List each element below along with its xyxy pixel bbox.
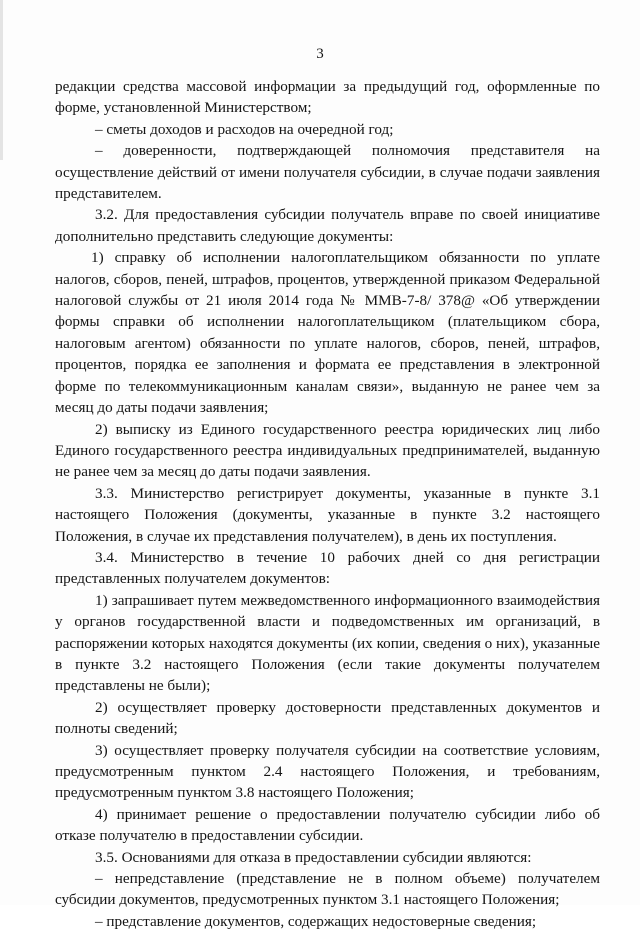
paragraph-estimates: – сметы доходов и расходов на очередной год; bbox=[95, 120, 394, 138]
paragraph-3-3: 3.3. Министерство регистрирует документы, указанные в пункте 3.1 настоящего Положения (документы, указанные в пункте 3.2 настоящего Положения, в случае их представления получателем), в день их поступления. bbox=[55, 484, 600, 545]
paragraph-3-5-item-2: – представление документов, содержащих недостоверные сведения; bbox=[95, 912, 537, 930]
paragraph-3-4-item-1: 1) запрашивает путем межведомственного информационного взаимодействия у органов государственной власти и подведомственных им организаций, в распоряжении которых находятся документы (их копии, сведения о них), указанные в пункте 3.2 настоящего Положения (если такие документы получателем представлены не были); bbox=[55, 591, 600, 695]
paragraph-3-4-item-2: 2) осуществляет проверку достоверности представленных документов и полноты сведений; bbox=[55, 698, 600, 738]
paragraph-power-of-attorney: – доверенности, подтверждающей полномочия представителя на осуществление действий от имени получателя субсидии, в случае подачи заявления представителем. bbox=[55, 142, 600, 203]
paragraph-3-5: 3.5. Основаниями для отказа в предоставлении субсидии являются: bbox=[95, 848, 532, 866]
paragraph-3-4: 3.4. Министерство в течение 10 рабочих дней со дня регистрации представленных получателем документов: bbox=[55, 548, 600, 588]
paragraph-3-2-item-2: 2) выписку из Единого государственного реестра юридических лиц либо Единого государственного реестра индивидуальных предпринимателей, выданную не ранее чем за месяц до даты подачи заявления. bbox=[55, 420, 600, 481]
document-body bbox=[55, 76, 600, 932]
paragraph-3-4-item-4: 4) принимает решение о предоставлении получателю субсидии либо об отказе получателю в предоставлении субсидии. bbox=[55, 805, 600, 845]
paragraph-3-5-item-1: – непредставление (представление не в полном объеме) получателем субсидии документов, предусмотренных пунктом 3.1 настоящего Положения; bbox=[55, 870, 600, 909]
paragraph-3-2: 3.2. Для предоставления субсидии получатель вправе по своей инициативе дополнительно представить следующие документы: bbox=[55, 206, 600, 245]
paragraph-3-4-item-3: 3) осуществляет проверку получателя субсидии на соответствие условиям, предусмотренным пунктом 2.4 настоящего Положения, и требованиям, предусмотренным пунктом 3.8 настоящего Положения; bbox=[55, 741, 600, 802]
paragraph-3-2-item-1: 1) справку об исполнении налогоплательщиком обязанности по уплате налогов, сборов, пеней, штрафов, процентов, утвержденной приказом Федеральной налоговой службы от 21 июля 2014 года № ММВ-7-8/ 378@ «Об утверждении формы справки об исполнении налогоплательщиком (плательщиком сбора, налоговым агентом) обязанности по уплате налогов, сборов, пеней, штрафов, процентов, порядка ее заполнения и формата ее представления в электронной форме по телекоммуникационным каналам связи», выданную не ранее чем за месяц до даты подачи заявления; bbox=[55, 249, 600, 417]
scan-edge-mark bbox=[0, 0, 3, 160]
page-number: 3 bbox=[316, 46, 324, 62]
paragraph-continuation: редакции средства массовой информации за предыдущий год, оформленные по форме, установленной Министерством; bbox=[55, 78, 600, 117]
